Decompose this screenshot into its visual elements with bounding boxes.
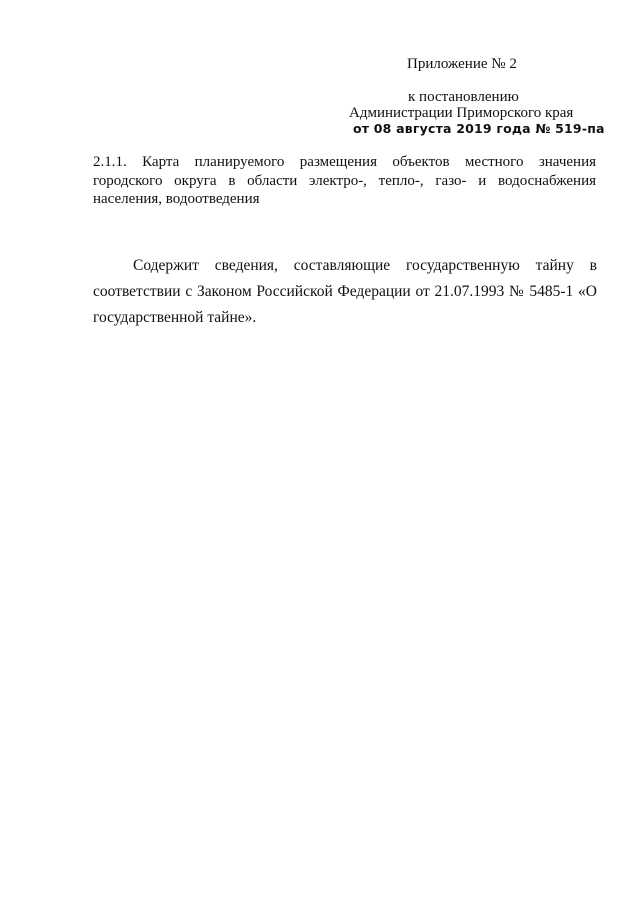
resolution-issuer-line: Администрации Приморского края bbox=[349, 105, 574, 121]
resolution-reference-line: к постановлению bbox=[408, 89, 519, 105]
map-section-heading: 2.1.1. Карта планируемого размещения объектов местного значения городского округа в области электро-, тепло-, газо- и водоснабжения населения, водоотведения bbox=[93, 154, 596, 207]
appendix-title: Приложение № 2 bbox=[407, 56, 517, 72]
resolution-date-number: от 08 августа 2019 года № 519-па bbox=[353, 121, 605, 136]
state-secret-notice: Содержит сведения, составляющие государственную тайну в соответствии с Законом Российской Федерации от 21.07.1993 № 5485-1 «О государственной тайне». bbox=[93, 257, 597, 326]
